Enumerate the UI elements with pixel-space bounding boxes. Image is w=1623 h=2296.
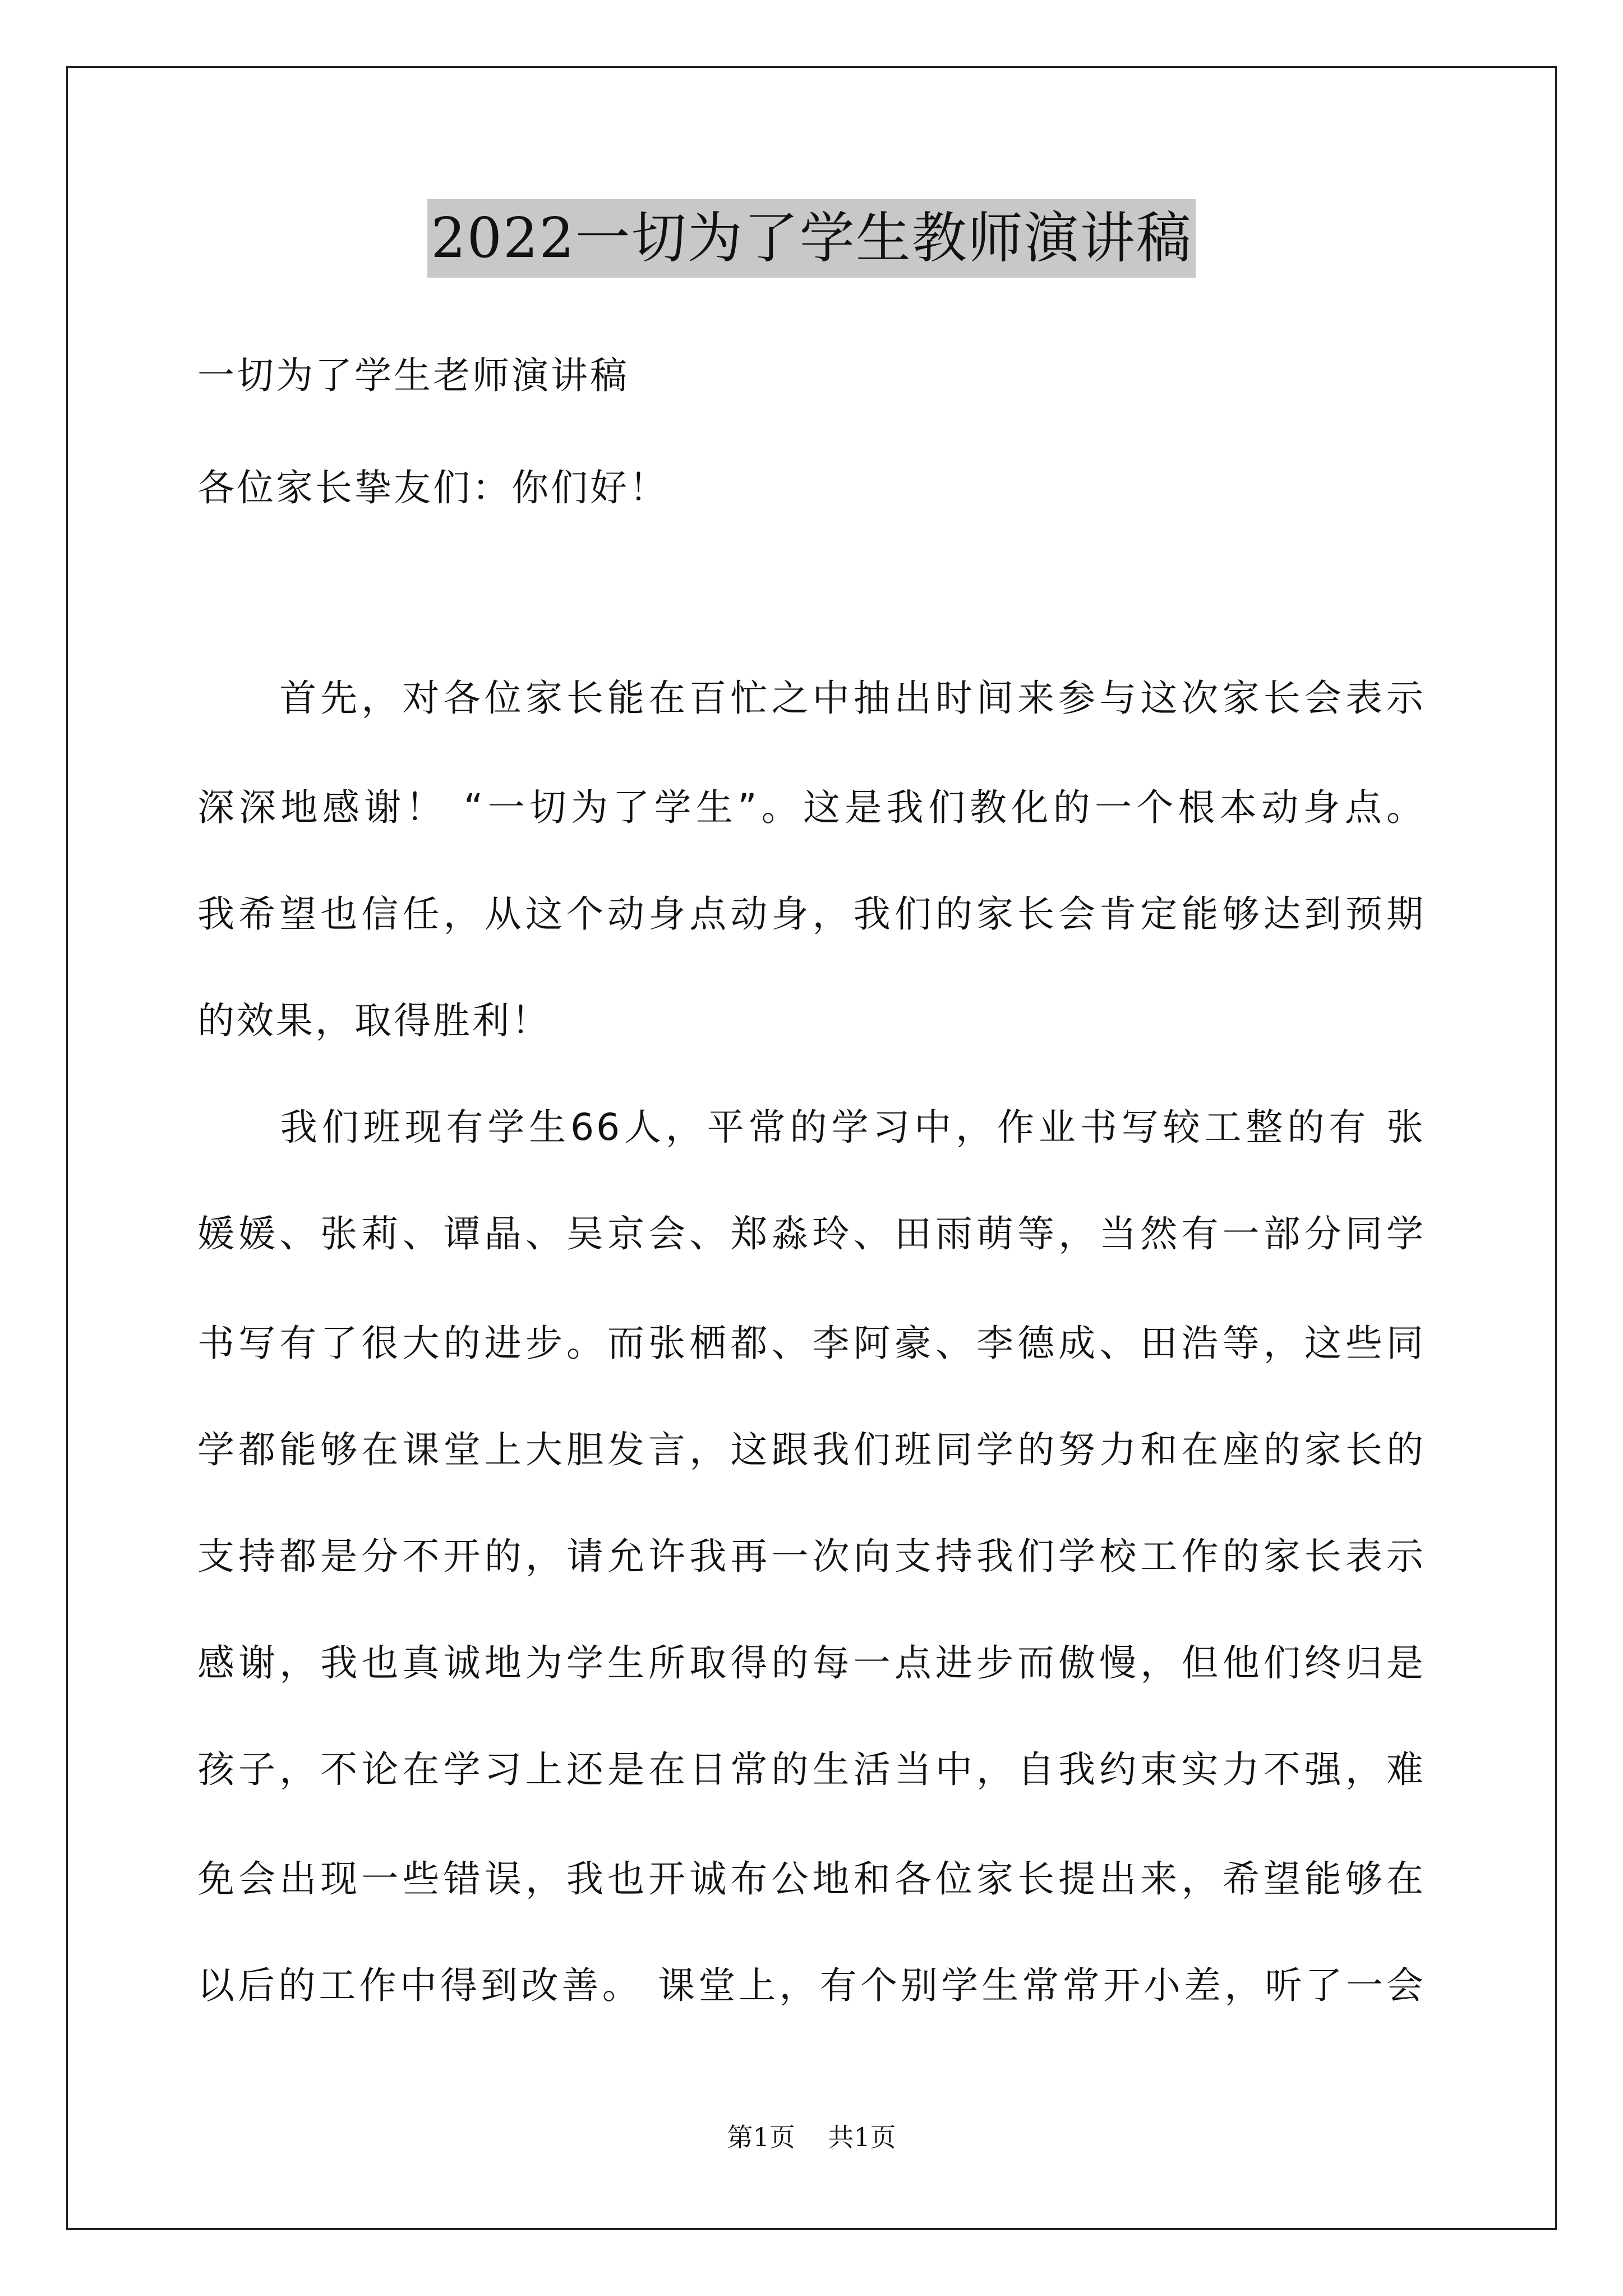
body-line: 支持都是分不开的，请允许我再一次向支持我们学校工作的家长表示 [197,1535,1426,1578]
body-line: 感谢，我也真诚地为学生所取得的每一点进步而傲慢，但他们终归是 [197,1641,1426,1685]
body-line: 孩子，不论在学习上还是在日常的生活当中，自我约束实力不强，难 [197,1748,1426,1791]
page-number: 第1页 [727,2122,795,2152]
document-title: 2022一切为了学生教师演讲稿 [427,199,1195,278]
body-line: 媛媛、张莉、谭晶、吴京会、郑淼玲、田雨萌等，当然有一部分同学 [197,1212,1426,1255]
body-line: 免会出现一些错误，我也开诚布公地和各位家长提出来，希望能够在 [197,1857,1426,1901]
body-line: 首先，对各位家长能在百忙之中抽出时间来参与这次家长会表示 [197,677,1426,720]
page-footer [0,2120,1623,2154]
subtitle: 一切为了学生老师演讲稿 [197,354,629,397]
body-line: 学都能够在课堂上大胆发言，这跟我们班同学的努力和在座的家长的 [197,1428,1426,1471]
body-line: 深深地感谢！ “一切为了学生”。这是我们教化的一个根本动身点。 [197,786,1426,829]
body-line: 书写有了很大的进步。而张栖都、李阿豪、李德成、田浩等，这些同 [197,1322,1426,1365]
body-line: 我希望也信任，从这个动身点动身，我们的家长会肯定能够达到预期 [197,892,1426,936]
title-container [0,199,1623,278]
body-line: 以后的工作中得到改善。 课堂上，有个别学生常常开小差，听了一会 [197,1964,1426,2007]
page-total: 共1页 [828,2122,896,2152]
body-line: 的效果，取得胜利！ [197,999,551,1042]
greeting: 各位家长挚友们：你们好！ [197,466,668,509]
body-line: 我们班现有学生66人，平常的学习中，作业书写较工整的有 张 [197,1106,1426,1149]
